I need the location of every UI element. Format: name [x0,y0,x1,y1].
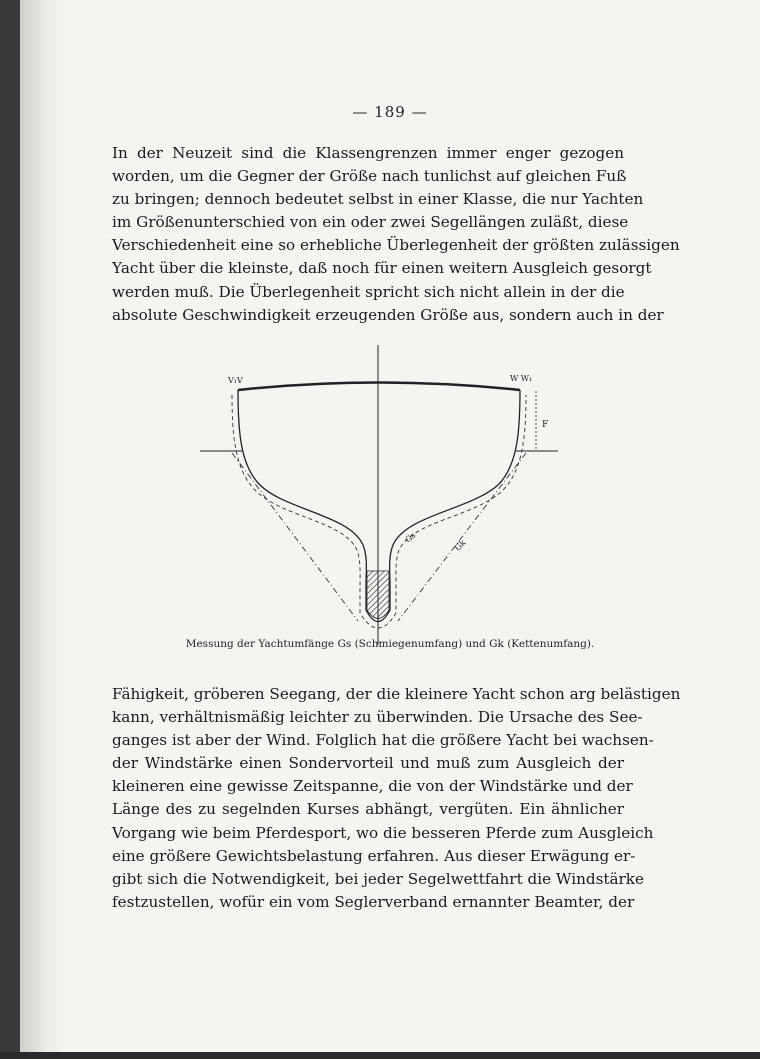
text-line: Yacht über die kleinste, daß noch für einen weitern Ausgleich gesorgt [112,259,652,278]
text-line: eine größere Gewichtsbelastung erfahren. Aus dieser Erwägung er- [112,846,636,865]
text-line: worden, um die Gegner der Größe nach tunlichst auf gleichen Fuß [112,167,627,186]
text-line: festzustellen, wofür ein vom Seglerverband ernannter Beamter, der [112,892,635,911]
scan-edge [0,1052,760,1059]
text-line: Fähigkeit, gröberen Seegang, der die kleinere Yacht schon arg belästigen [112,685,681,703]
text-line: zu bringen; dennoch bedeutet selbst in einer Klasse, die nur Yachten [112,190,644,209]
text-line: Länge des zu segelnden Kurses abhängt, vergüten. Ein ähnlicher [112,800,624,819]
label-f: F [542,420,549,430]
paragraph-top [112,142,680,327]
label-gk: Gk [453,538,468,553]
text-line: gibt sich die Notwendigkeit, bei jeder Segelwettfahrt die Windstärke [112,869,644,888]
book-page [20,0,760,1052]
figure-caption: Messung der Yachtumfänge Gs (Schmiegenumfang) und Gk (Kettenumfang). [185,638,595,650]
text-line: Verschiedenheit eine so erhebliche Überlegenheit der größten zulässigen [112,236,680,255]
label-gs: Gs [403,530,418,545]
label-v1v: V₁V [228,376,243,385]
label-ww1: W W₁ [510,374,533,383]
text-line: absolute Geschwindigkeit erzeugenden Größe aus, sondern auch in der [112,305,664,324]
text-line: kann, verhältnismäßig leichter zu überwinden. Die Ursache des See- [112,708,643,727]
text-line: Vorgang wie beim Pferdesport, wo die besseren Pferde zum Ausgleich [112,823,654,842]
text-line: der Windstärke einen Sondervorteil und muß zum Ausgleich der [112,754,624,773]
text-line: ganges ist aber der Wind. Folglich hat die größere Yacht bei wachsen- [112,731,654,750]
text-line: werden muß. Die Überlegenheit spricht sich nicht allein in der die [112,282,625,301]
deck-line [238,383,520,391]
page-number: — 189 — [352,103,428,121]
keel-ballast [367,571,389,619]
text-line: kleineren eine gewisse Zeitspanne, die von der Windstärke und der [112,777,633,796]
paragraph-bottom [112,683,681,914]
hull-section-diagram [180,345,580,655]
text-line: In der Neuzeit sind die Klassengrenzen immer enger gezogen [112,144,624,162]
page-gutter [20,0,66,1052]
text-line: im Größenunterschied von ein oder zwei Segellängen zuläßt, diese [112,213,629,232]
